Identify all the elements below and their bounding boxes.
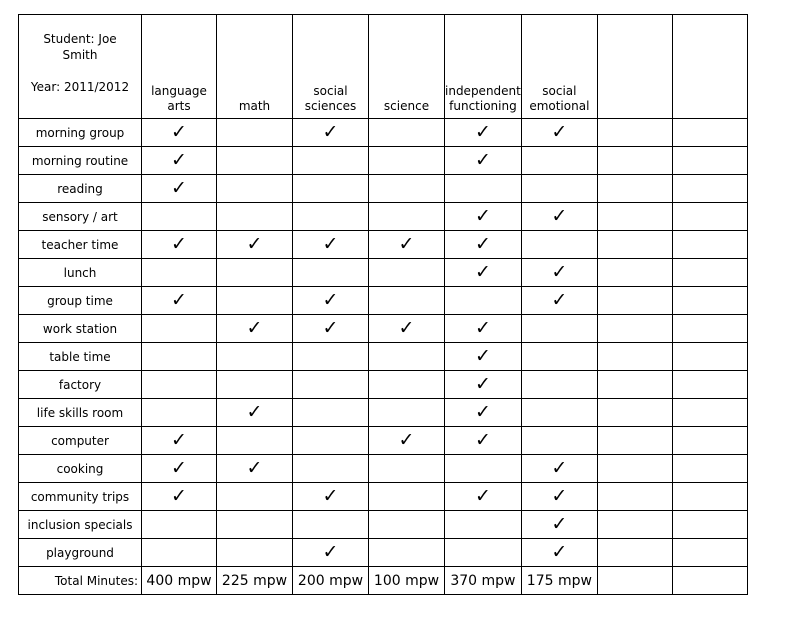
empty-cell (142, 539, 217, 567)
empty-cell (217, 175, 293, 203)
activity-row (19, 175, 748, 203)
checkmark-icon: ✓ (322, 289, 339, 311)
empty-cell (672, 511, 747, 539)
empty-cell (597, 119, 672, 147)
check-cell (293, 119, 369, 147)
student-name: Student: Joe Smith (43, 32, 117, 62)
check-cell (521, 539, 597, 567)
empty-cell (672, 539, 747, 567)
checkmark-icon: ✓ (551, 289, 568, 311)
empty-cell (521, 175, 597, 203)
empty-cell (293, 511, 369, 539)
activity-label: community trips (19, 483, 142, 511)
check-cell (142, 175, 217, 203)
totals-row (19, 567, 748, 595)
checkmark-icon: ✓ (551, 485, 568, 507)
checkmark-icon: ✓ (474, 261, 491, 283)
subject-header: independent functioning (445, 15, 522, 119)
checkmark-icon: ✓ (171, 289, 187, 311)
check-cell (142, 427, 217, 455)
check-cell (142, 119, 217, 147)
empty-cell (597, 315, 672, 343)
subject-header (672, 15, 747, 119)
empty-cell (672, 399, 747, 427)
checkmark-icon: ✓ (474, 149, 491, 171)
empty-cell (142, 371, 217, 399)
empty-cell (672, 343, 747, 371)
empty-cell (293, 427, 369, 455)
checkmark-icon: ✓ (398, 317, 415, 339)
empty-cell (217, 287, 293, 315)
empty-cell (369, 539, 445, 567)
empty-cell (217, 343, 293, 371)
check-cell (445, 119, 522, 147)
activity-label: morning group (19, 119, 142, 147)
check-cell (142, 147, 217, 175)
empty-cell (597, 371, 672, 399)
empty-cell (142, 259, 217, 287)
check-cell (445, 147, 522, 175)
checkmark-icon: ✓ (551, 261, 568, 283)
subject-header (597, 15, 672, 119)
activity-rows (19, 119, 748, 567)
activity-row (19, 287, 748, 315)
check-cell (217, 399, 293, 427)
check-cell (217, 455, 293, 483)
activity-label: life skills room (19, 399, 142, 427)
empty-cell (369, 511, 445, 539)
check-cell (521, 287, 597, 315)
empty-cell (217, 483, 293, 511)
empty-cell (597, 147, 672, 175)
empty-cell (293, 399, 369, 427)
empty-cell (672, 203, 747, 231)
empty-cell (521, 231, 597, 259)
activity-row (19, 399, 748, 427)
checkmark-icon: ✓ (474, 345, 491, 367)
checkmark-icon: ✓ (474, 401, 491, 423)
activity-label: reading (19, 175, 142, 203)
checkmark-icon: ✓ (171, 177, 187, 199)
check-cell (369, 427, 445, 455)
checkmark-icon: ✓ (474, 373, 491, 395)
activity-row (19, 511, 748, 539)
empty-cell (521, 343, 597, 371)
checkmark-icon: ✓ (322, 233, 339, 255)
empty-cell (293, 147, 369, 175)
checkmark-icon: ✓ (322, 485, 339, 507)
checkmark-icon: ✓ (171, 429, 187, 451)
check-cell (369, 315, 445, 343)
activity-row (19, 315, 748, 343)
activity-label: cooking (19, 455, 142, 483)
empty-cell (672, 119, 747, 147)
check-cell (369, 231, 445, 259)
total-value: 400 mpw (142, 567, 217, 595)
total-value: 370 mpw (445, 567, 522, 595)
activity-row (19, 455, 748, 483)
empty-cell (597, 287, 672, 315)
activity-row (19, 343, 748, 371)
header-row (19, 15, 748, 119)
empty-cell (369, 119, 445, 147)
empty-cell (672, 483, 747, 511)
empty-cell (217, 259, 293, 287)
schedule-table (18, 14, 748, 595)
checkmark-icon: ✓ (246, 401, 263, 423)
empty-cell (597, 483, 672, 511)
check-cell (293, 287, 369, 315)
empty-cell (217, 539, 293, 567)
activity-row (19, 119, 748, 147)
student-info-cell (19, 15, 142, 119)
subject-header: science (369, 15, 445, 119)
empty-cell (597, 203, 672, 231)
check-cell (293, 231, 369, 259)
checkmark-icon: ✓ (551, 541, 568, 563)
empty-cell (369, 203, 445, 231)
empty-cell (672, 175, 747, 203)
empty-cell (672, 315, 747, 343)
check-cell (445, 483, 522, 511)
activity-label: playground (19, 539, 142, 567)
total-value (597, 567, 672, 595)
empty-cell (369, 259, 445, 287)
check-cell (445, 371, 522, 399)
subject-header: social sciences (293, 15, 369, 119)
check-cell (521, 511, 597, 539)
activity-label: lunch (19, 259, 142, 287)
check-cell (445, 259, 522, 287)
checkmark-icon: ✓ (171, 233, 187, 255)
empty-cell (369, 399, 445, 427)
empty-cell (142, 399, 217, 427)
empty-cell (293, 175, 369, 203)
empty-cell (369, 287, 445, 315)
activity-row (19, 539, 748, 567)
total-value: 100 mpw (369, 567, 445, 595)
empty-cell (445, 511, 522, 539)
totals-label: Total Minutes: (19, 567, 142, 595)
checkmark-icon: ✓ (474, 233, 491, 255)
empty-cell (672, 371, 747, 399)
empty-cell (293, 371, 369, 399)
empty-cell (672, 455, 747, 483)
empty-cell (142, 315, 217, 343)
empty-cell (521, 399, 597, 427)
check-cell (445, 399, 522, 427)
empty-cell (672, 147, 747, 175)
empty-cell (597, 175, 672, 203)
school-year: Year: 2011/2012 (30, 80, 130, 94)
empty-cell (445, 287, 522, 315)
empty-cell (217, 511, 293, 539)
check-cell (445, 427, 522, 455)
checkmark-icon: ✓ (474, 121, 491, 143)
empty-cell (369, 455, 445, 483)
checkmark-icon: ✓ (474, 485, 491, 507)
checkmark-icon: ✓ (246, 457, 263, 479)
check-cell (521, 455, 597, 483)
empty-cell (672, 259, 747, 287)
checkmark-icon: ✓ (474, 429, 491, 451)
empty-cell (217, 203, 293, 231)
check-cell (521, 203, 597, 231)
check-cell (293, 483, 369, 511)
checkmark-icon: ✓ (322, 541, 339, 563)
checkmark-icon: ✓ (551, 205, 568, 227)
check-cell (445, 315, 522, 343)
total-value: 225 mpw (217, 567, 293, 595)
activity-label: morning routine (19, 147, 142, 175)
total-value (672, 567, 747, 595)
activity-row (19, 483, 748, 511)
empty-cell (597, 259, 672, 287)
checkmark-icon: ✓ (551, 121, 568, 143)
checkmark-icon: ✓ (171, 485, 187, 507)
empty-cell (369, 147, 445, 175)
check-cell (293, 539, 369, 567)
empty-cell (369, 371, 445, 399)
subject-header: social emotional (521, 15, 597, 119)
checkmark-icon: ✓ (246, 233, 263, 255)
check-cell (445, 343, 522, 371)
empty-cell (142, 203, 217, 231)
check-cell (521, 119, 597, 147)
empty-cell (142, 343, 217, 371)
total-value: 200 mpw (293, 567, 369, 595)
empty-cell (521, 427, 597, 455)
checkmark-icon: ✓ (246, 317, 263, 339)
check-cell (445, 231, 522, 259)
empty-cell (445, 539, 522, 567)
empty-cell (369, 175, 445, 203)
activity-row (19, 371, 748, 399)
checkmark-icon: ✓ (551, 457, 568, 479)
empty-cell (369, 343, 445, 371)
check-cell (142, 455, 217, 483)
check-cell (142, 483, 217, 511)
empty-cell (217, 427, 293, 455)
checkmark-icon: ✓ (474, 317, 491, 339)
empty-cell (142, 511, 217, 539)
check-cell (142, 231, 217, 259)
activity-label: sensory / art (19, 203, 142, 231)
subject-header: language arts (142, 15, 217, 119)
activity-label: factory (19, 371, 142, 399)
checkmark-icon: ✓ (171, 457, 187, 479)
checkmark-icon: ✓ (398, 429, 415, 451)
empty-cell (672, 231, 747, 259)
total-value: 175 mpw (521, 567, 597, 595)
checkmark-icon: ✓ (171, 121, 187, 143)
empty-cell (672, 427, 747, 455)
activity-label: computer (19, 427, 142, 455)
empty-cell (521, 315, 597, 343)
checkmark-icon: ✓ (398, 233, 415, 255)
empty-cell (293, 259, 369, 287)
check-cell (521, 259, 597, 287)
checkmark-icon: ✓ (322, 121, 339, 143)
empty-cell (597, 231, 672, 259)
empty-cell (217, 119, 293, 147)
empty-cell (217, 371, 293, 399)
activity-label: table time (19, 343, 142, 371)
empty-cell (217, 147, 293, 175)
activity-label: work station (19, 315, 142, 343)
empty-cell (521, 371, 597, 399)
empty-cell (672, 287, 747, 315)
check-cell (293, 315, 369, 343)
empty-cell (597, 343, 672, 371)
empty-cell (293, 343, 369, 371)
activity-label: group time (19, 287, 142, 315)
empty-cell (369, 483, 445, 511)
check-cell (217, 315, 293, 343)
checkmark-icon: ✓ (322, 317, 339, 339)
check-cell (445, 203, 522, 231)
empty-cell (597, 455, 672, 483)
empty-cell (445, 175, 522, 203)
empty-cell (445, 455, 522, 483)
activity-row (19, 427, 748, 455)
empty-cell (597, 399, 672, 427)
empty-cell (597, 511, 672, 539)
activity-label: teacher time (19, 231, 142, 259)
activity-label: inclusion specials (19, 511, 142, 539)
check-cell (142, 287, 217, 315)
activity-row (19, 203, 748, 231)
checkmark-icon: ✓ (551, 513, 568, 535)
checkmark-icon: ✓ (171, 149, 187, 171)
empty-cell (597, 427, 672, 455)
empty-cell (293, 455, 369, 483)
activity-row (19, 231, 748, 259)
empty-cell (293, 203, 369, 231)
activity-row (19, 259, 748, 287)
empty-cell (521, 147, 597, 175)
subject-header: math (217, 15, 293, 119)
check-cell (217, 231, 293, 259)
checkmark-icon: ✓ (474, 205, 491, 227)
activity-row (19, 147, 748, 175)
check-cell (521, 483, 597, 511)
empty-cell (597, 539, 672, 567)
